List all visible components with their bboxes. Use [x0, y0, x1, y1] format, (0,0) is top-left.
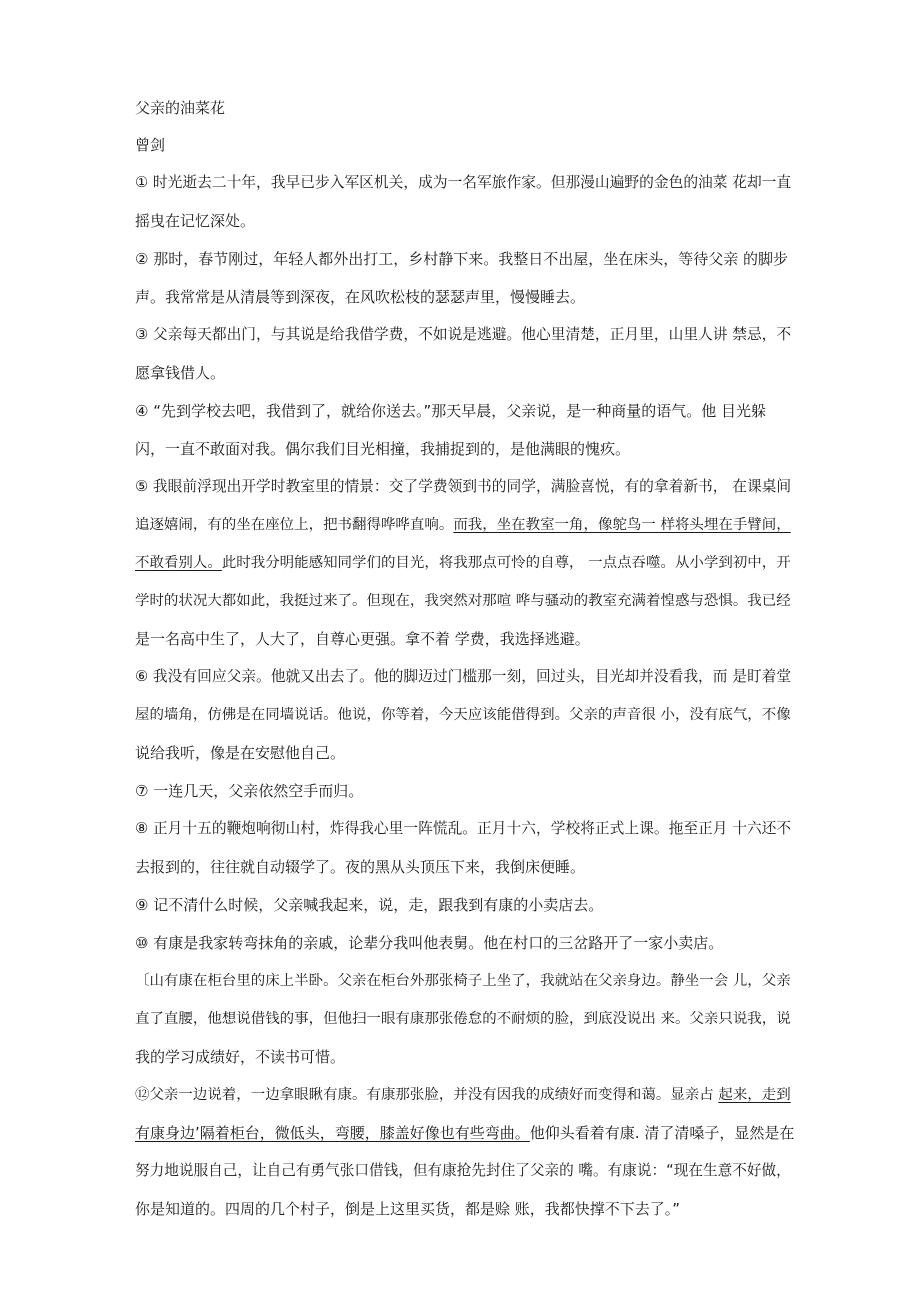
- text-line: ⑩ 有康是我家转弯抹角的亲戚，论辈分我叫他表舅。他在村口的三岔路开了一家小卖店。: [135, 934, 724, 952]
- text-line: ⑥ 我没有回应父亲。他就又出去了。他的脚迈过门槛那一刻，回过头，目光却并没看我，而 是盯着堂: [135, 668, 792, 685]
- text-line: [135, 551, 795, 589]
- text-line: ⑧ 正月十五的鞭炮响彻山村，炸得我心里一阵慌乱。正月十六，学校将正式上课。拖至正月 十六还不: [135, 820, 792, 837]
- text-line: 我的学习成绩好，不读书可惜。: [135, 1048, 346, 1066]
- text-line: 愿拿钱借人。: [135, 364, 226, 382]
- text-line: [135, 513, 795, 551]
- text-line: 声。我常常是从清晨等到深夜，在风吹松枝的瑟瑟声里，慢慢睡去。: [135, 288, 586, 306]
- article-author: 曾剑: [135, 136, 166, 154]
- text-line: ③ 父亲每天都出门，与其说是给我借学费，不如说是逃避。他心里清楚，正月里，山里人讲 禁忌，不: [135, 326, 792, 343]
- text-line: ⑤ 我眼前浮现出开学时教室里的情景：交了学费领到书的同学，满脸喜悦，有的拿着新书， 在课桌间: [135, 478, 792, 495]
- text-line: ② 那时，春节刚过，年轻人都外出打工，乡村静下来。我整日不出屋，坐在床头，等待父亲 的脚步: [135, 250, 788, 268]
- text-line: 〔山有康在柜台里的床上半卧。父亲在柜台外那张椅子上坐了，我就站在父亲身边。静坐一会 儿，父亲: [135, 973, 791, 989]
- underlined-text: 而我，坐在教室一角，像鸵鸟一 样将头埋在手臂间，: [453, 517, 791, 533]
- text-segment: 追逐嬉闹，有的坐在座位上，把书翻得哗哗直响。: [135, 517, 454, 533]
- text-line: 你是知道的。四周的几个村子，倒是上这里买货，都是赊 账，我都快撑不下去了。”: [135, 1200, 681, 1218]
- underlined-text: 起来，走到: [718, 1087, 791, 1103]
- article-body: [135, 171, 795, 1235]
- text-line: [135, 1121, 795, 1159]
- text-line: 去报到的，往往就自动辍学了。夜的黑从头顶压下来，我倒床便睡。: [135, 858, 586, 876]
- text-line: 说给我听，像是在安慰他自己。: [135, 744, 346, 762]
- text-segment: 此时我分明能感知同学们的目光，将我那点可怜的自尊， 一点点吞噬。从小学到初中，开: [221, 555, 791, 571]
- text-line: 摇曳在记忆深处。: [135, 212, 256, 230]
- text-line: ④ “先到学校去吧，我借到了，就给你送去。”那天早晨，父亲说，是一种商量的语气。他 目光躲: [135, 402, 767, 420]
- text-line: ① 时光逝去二十年，我早已步入军区机关，成为一名军旅作家。但那漫山遍野的金色的油菜 花却一直: [135, 174, 792, 191]
- text-line: 是一名高中生了，人大了，自尊心更强。拿不着 学费，我选择逃避。: [135, 630, 590, 648]
- text-segment: 他仰头看着有康. 清了清嗓子，显然是在: [529, 1124, 795, 1142]
- text-line: 闪，一直不敢面对我。偶尔我们目光相撞，我捕捉到的，是他满眼的愧疚。: [135, 440, 631, 458]
- text-line: 努力地说服自己，让自己有勇气张口借钱，但有康抢先封住了父亲的 嘴。有康说：“现在生意不好做，: [135, 1162, 791, 1179]
- underlined-text: 有康身边’隔着柜台，微低头，弯腰，膝盖好像也有些弯曲。: [135, 1124, 530, 1142]
- document-page: [135, 96, 795, 1235]
- article-title: 父亲的油菜花: [135, 99, 226, 117]
- underlined-text: 不敢看别人。: [135, 555, 222, 571]
- text-line: ⑦ 一连几天，父亲依然空手而归。: [135, 782, 364, 800]
- text-line: ⑨ 记不清什么时候，父亲喊我起来，说，走，跟我到有康的小卖店去。: [135, 896, 604, 914]
- text-line: [135, 1083, 795, 1121]
- text-line: 屋的墙角，仿佛是在同墙说话。他说，你等着，今天应该能借得到。父亲的声音很 小，没有底气，不像: [135, 707, 791, 723]
- text-line: 学时的状况大都如此，我挺过来了。但现在，我突然对那喧 哗与骚动的教室充满着惶惑与恐惧。我已经: [135, 593, 791, 609]
- text-segment: ⑫父亲一边说着，一边拿眼瞅有康。有康那张脸，并没有因我的成绩好而变得和蔼。显亲占: [135, 1087, 719, 1103]
- text-line: 直了直腰，他想说借钱的事，但他扫一眼有康那张倦怠的不耐烦的脸，到底没说出 来。父亲只说我，说: [135, 1011, 791, 1027]
